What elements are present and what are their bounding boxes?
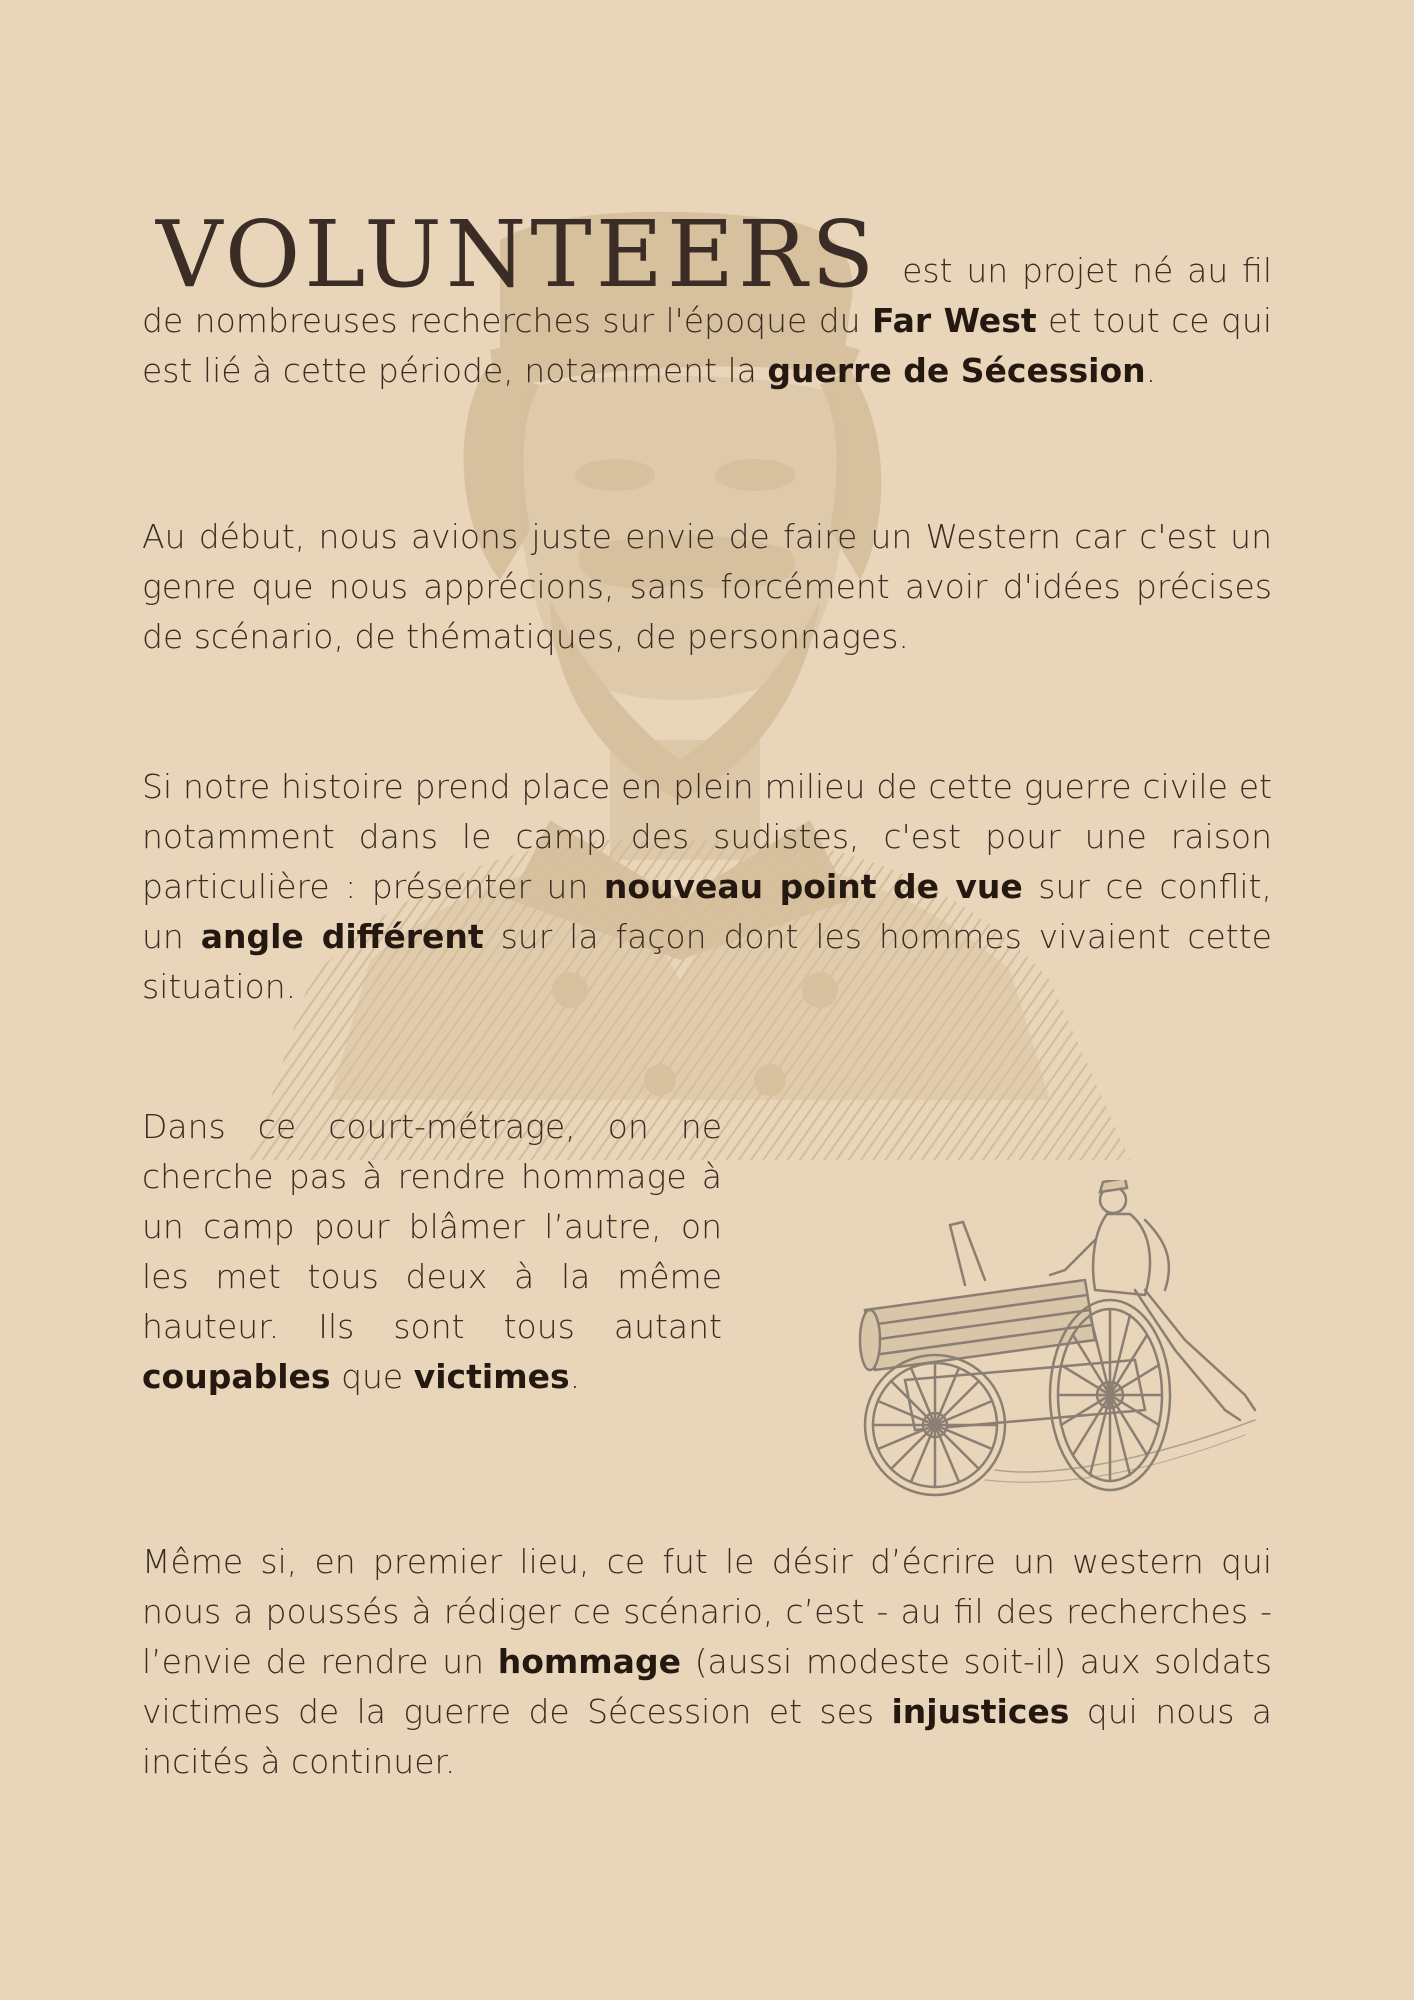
paragraph-court-metrage: Dans ce court-métrage, on ne cherche pas à rendre hommage à un camp pour blâmer l’autre, on les met tous deux à la même hauteur. Ils sont tous autant coupables que victimes.	[142, 1107, 722, 1396]
highlight-hommage: hommage	[497, 1642, 681, 1681]
highlight-victimes: victimes	[413, 1357, 570, 1396]
highlight-coupables: coupables	[142, 1357, 331, 1396]
paragraph-hommage: Même si, en premier lieu, ce fut le désir d’écrire un western qui nous a poussés à rédiger ce scénario, c’est - au fil des recherches - l’envie de rendre un hommage (aussi modeste soit-il) aux soldats victimes de la guerre de Sécession et ses injustices qui nous a incités à continuer.	[142, 1542, 1273, 1781]
highlight-angle-different: angle différent	[200, 917, 484, 956]
paragraph-histoire: Si notre histoire prend place en plein milieu de cette guerre civile et notamment dans le camp des sudistes, c'est pour une raison particulière : présenter un nouveau point de vue sur ce conflit, un angle différent sur la façon dont les hommes vivaient cette situation.	[142, 767, 1272, 1006]
highlight-far-west: Far West	[872, 301, 1037, 340]
highlight-nouveau-point-de-vue: nouveau point de vue	[603, 867, 1023, 906]
paragraph-debut: Au début, nous avions juste envie de faire un Western car c'est un genre que nous apprécions, sans forcément avoir d'idées précises de scénario, de thématiques, de personnages.	[142, 517, 1272, 656]
highlight-guerre-secession: guerre de Sécession	[767, 351, 1146, 390]
gatling-gun-illustration	[845, 1180, 1275, 1500]
intro-paragraph: VOLUNTEERS est un projet né au fil de nombreuses recherches sur l'époque du Far West et tout ce qui est lié à cette période, notamment la guerre de Sécession.	[142, 201, 1272, 390]
highlight-injustices: injustices	[891, 1692, 1070, 1731]
project-title: VOLUNTEERS	[156, 201, 879, 308]
